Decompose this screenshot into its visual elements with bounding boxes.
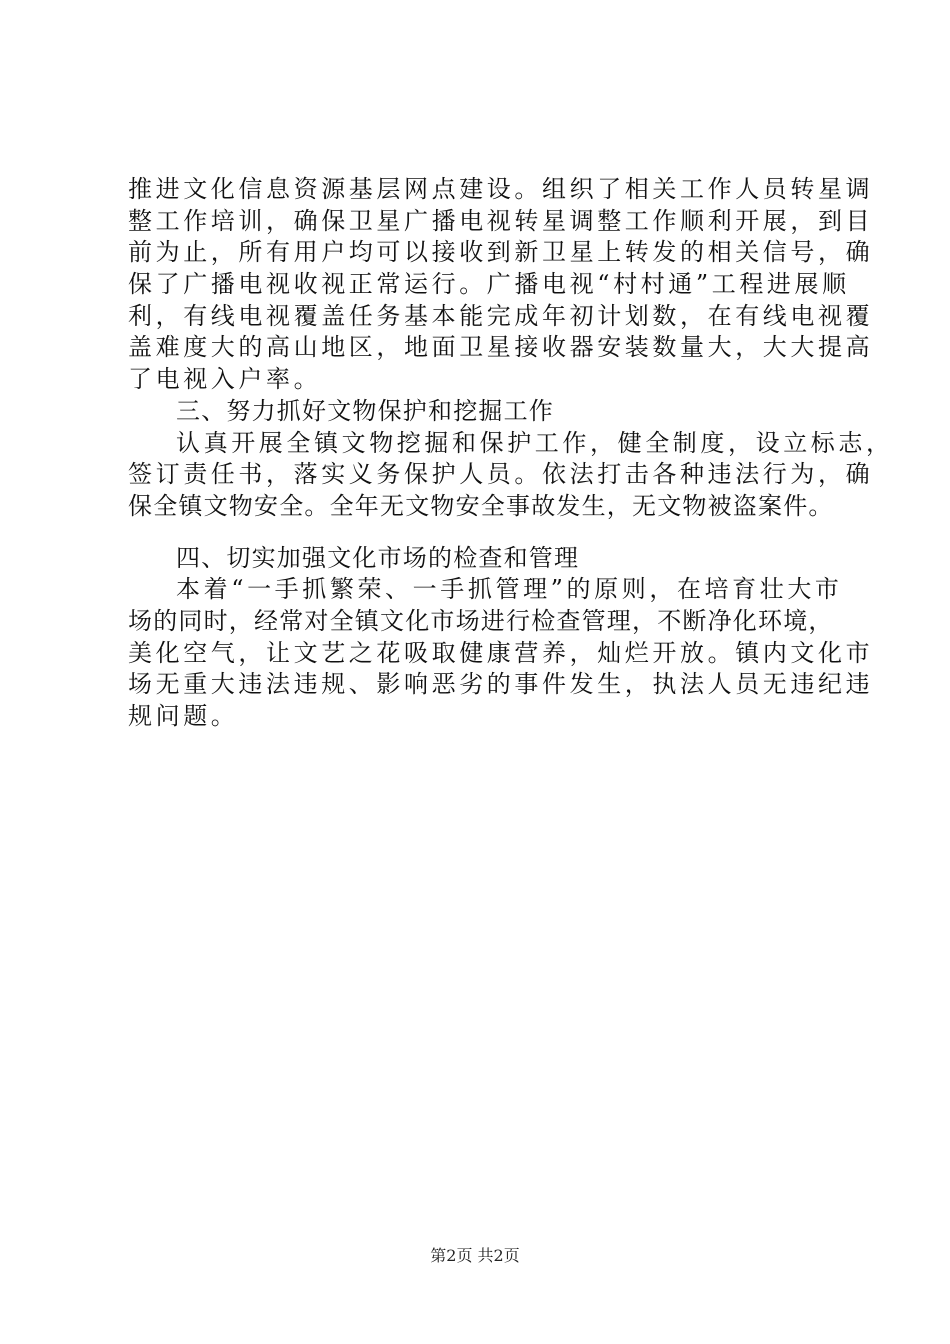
paragraph-line: 保全镇文物安全。全年无文物安全事故发生，无文物被盗案件。 bbox=[128, 491, 834, 520]
section-heading: 三、努力抓好文物保护和挖掘工作 bbox=[176, 396, 554, 425]
document-body bbox=[128, 174, 894, 733]
page-number-footer: 第2页 共2页 bbox=[430, 1246, 520, 1265]
paragraph-gap bbox=[128, 523, 840, 543]
paragraph-line: 认真开展全镇文物挖掘和保护工作，健全制度，设立标志， bbox=[176, 428, 894, 457]
paragraph-line: 利，有线电视覆盖任务基本能完成年初计划数，在有线电视覆 bbox=[128, 301, 874, 330]
paragraph-line: 规问题。 bbox=[128, 702, 239, 730]
paragraph-line: 前为止，所有用户均可以接收到新卫星上转发的相关信号，确 bbox=[128, 238, 874, 267]
paragraph-line: 签订责任书，落实义务保护人员。依法打击各种违法行为，确 bbox=[128, 460, 874, 489]
paragraph-line: 本着“一手抓繁荣、一手抓管理”的原则，在培育壮大市 bbox=[176, 575, 843, 604]
paragraph-line: 美化空气，让文艺之花吸取健康营养，灿烂开放。镇内文化市 bbox=[128, 638, 874, 667]
section-heading: 四、切实加强文化市场的检查和管理 bbox=[176, 543, 580, 572]
paragraph-line: 保了广播电视收视正常运行。广播电视“村村通”工程进展顺 bbox=[128, 270, 850, 299]
paragraph-line: 场的同时，经常对全镇文化市场进行检查管理，不断净化环境， bbox=[128, 606, 834, 635]
paragraph-line: 推进文化信息资源基层网点建设。组织了相关工作人员转星调 bbox=[128, 175, 874, 203]
paragraph-line: 整工作培训，确保卫星广播电视转星调整工作顺利开展，到目 bbox=[128, 206, 874, 235]
paragraph-line: 场无重大违法违规、影响恶劣的事件发生，执法人员无违纪违 bbox=[128, 670, 874, 699]
paragraph-line: 了电视入户率。 bbox=[128, 365, 322, 394]
paragraph-line: 盖难度大的高山地区，地面卫星接收器安装数量大，大大提高 bbox=[128, 333, 874, 362]
